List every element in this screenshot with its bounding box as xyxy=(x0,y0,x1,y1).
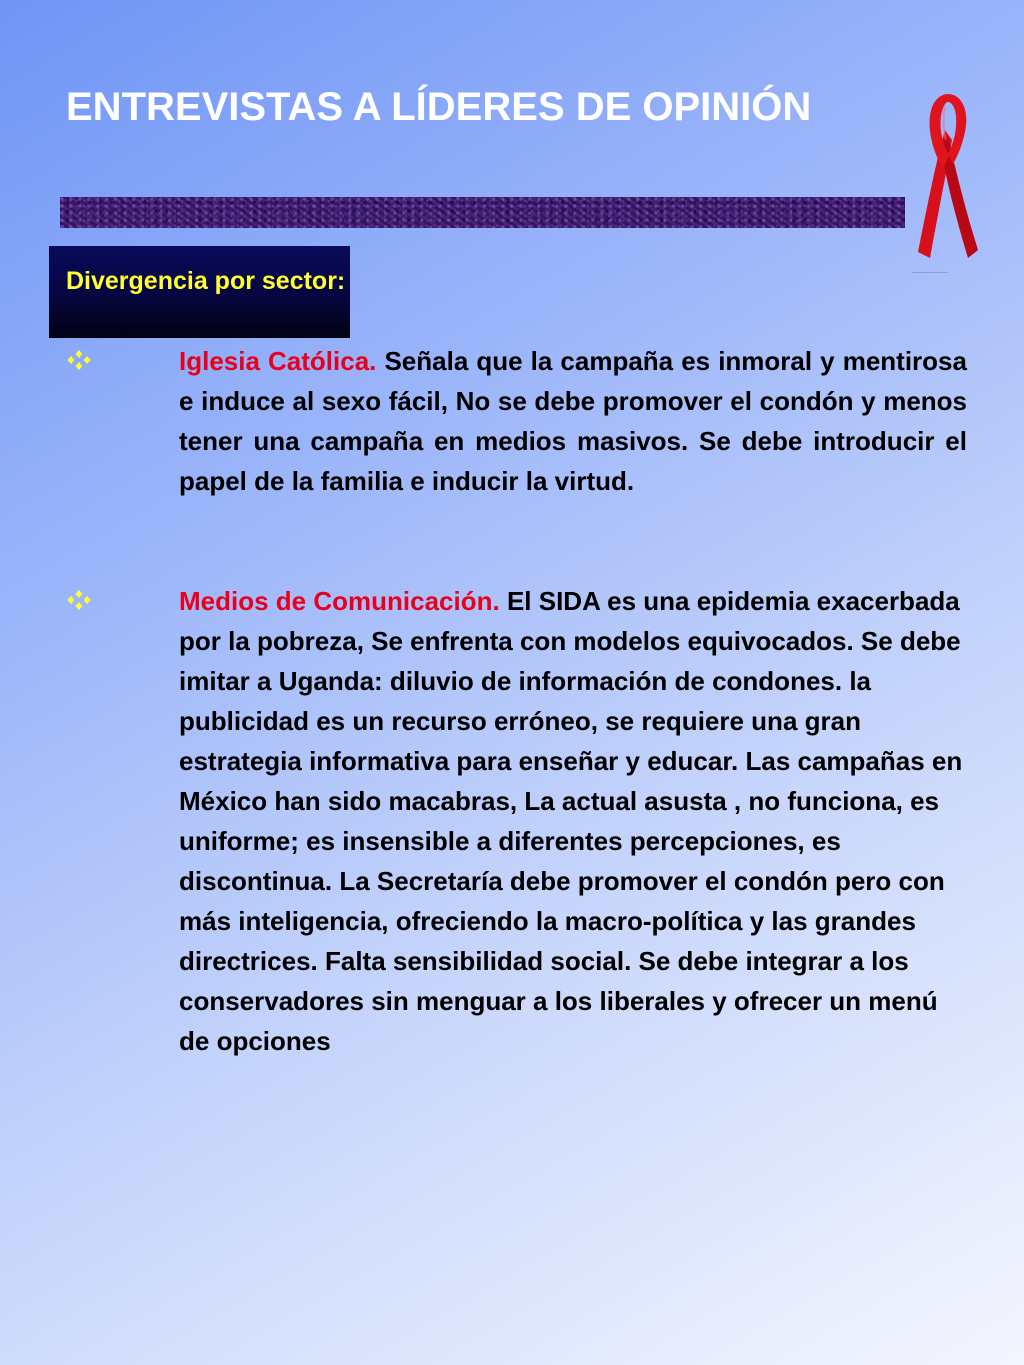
red-ribbon-icon xyxy=(912,92,984,274)
diamond-bullet-icon xyxy=(66,349,92,371)
section-label: Divergencia por sector: xyxy=(66,267,346,295)
list-item xyxy=(179,341,967,501)
diamond-bullet-icon xyxy=(66,589,92,611)
item-lead: Iglesia Católica. xyxy=(179,346,377,376)
item-body: Señala que la campaña es inmoral y mentirosa e induce al sexo fácil, No se debe promover el condón y menos tener una campaña en medios masivos. Se debe introducir el papel de la familia e inducir la virtud. xyxy=(179,346,967,496)
title-divider-bar xyxy=(60,197,905,228)
item-lead: Medios de Comunicación. xyxy=(179,586,500,616)
item-body: El SIDA es una epidemia exacerbada por la pobreza, Se enfrenta con modelos equivocados. Se debe imitar a Uganda: diluvio de información de condones. la publicidad es un recurso erróneo, se requiere una gran estrategia informativa para enseñar y educar. Las campañas en México han sido macabras, La actual asusta , no funciona, es uniforme; es insensible a diferentes percepciones, es discontinua. La Secretaría debe promover el condón pero con más inteligencia, ofreciendo la macro-política y las grandes directrices. Falta sensibilidad social. Se debe integrar a los conservadores sin menguar a los liberales y ofrecer un menú de opciones xyxy=(179,586,963,1056)
slide-title: ENTREVISTAS A LÍDERES DE OPINIÓN xyxy=(66,85,812,129)
list-item xyxy=(179,581,969,1061)
